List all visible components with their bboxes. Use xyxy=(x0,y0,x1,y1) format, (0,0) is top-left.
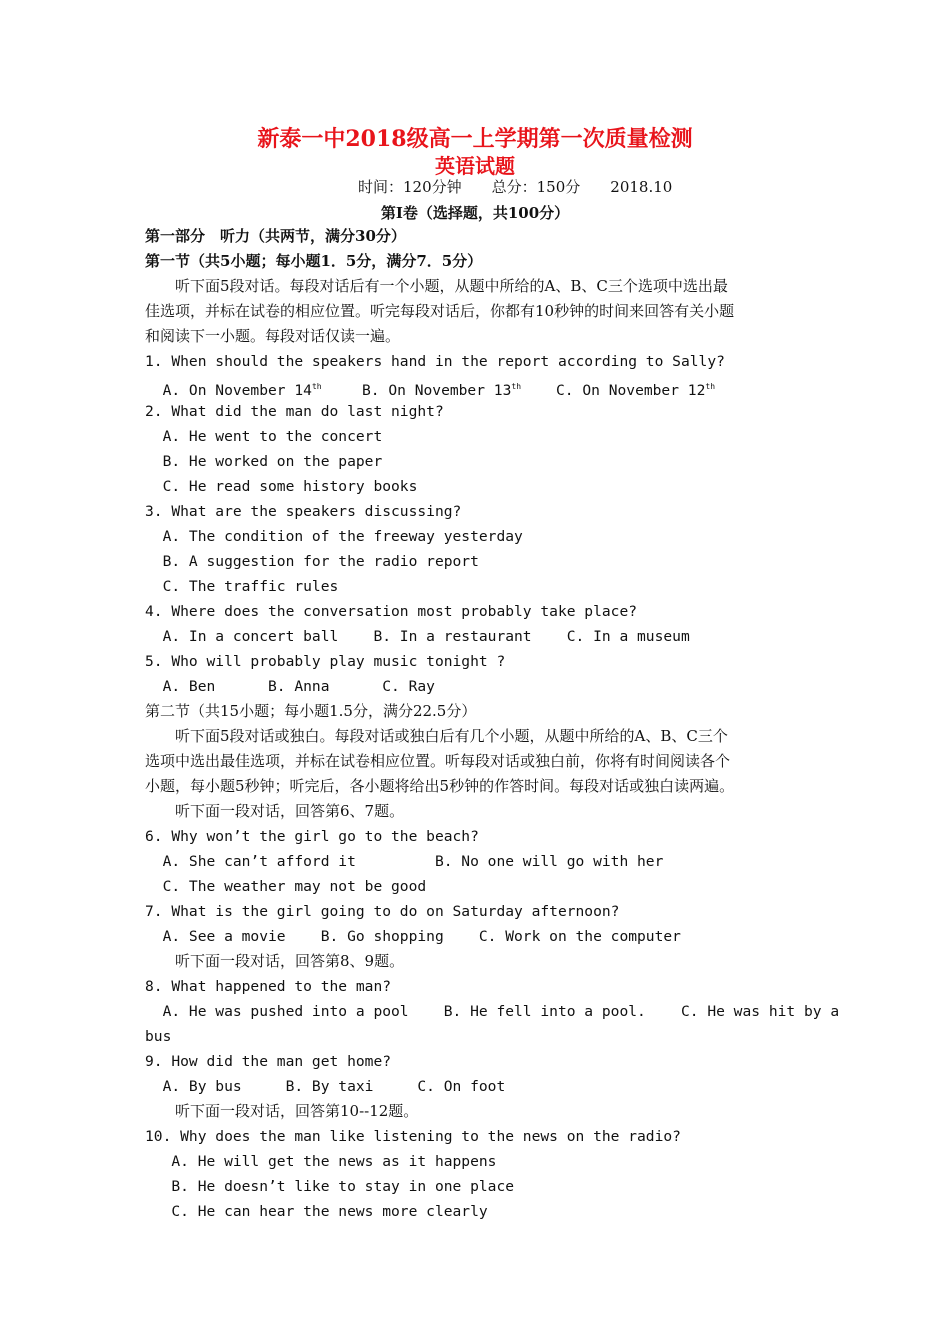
exam-time: 时间：120分钟 xyxy=(358,178,462,196)
section2-instruction-line: 听下面5段对话或独白。每段对话或独白后有几个小题，从题中所给的A、B、C三个 xyxy=(145,727,728,745)
q3-option-c: C. The traffic rules xyxy=(145,578,339,595)
q1-option-a: A. On November 14th xyxy=(145,382,322,399)
q8-options-wrap: bus xyxy=(145,1028,172,1045)
section2-instruction-line: 选项中选出最佳选项，并标在试卷相应位置。听每段对话或独白前，你将有时间阅读各个 xyxy=(145,752,731,770)
exam-meta xyxy=(358,176,702,197)
q5-stem: 5. Who will probably play music tonight ? xyxy=(145,653,506,670)
q2-option-b: B. He worked on the paper xyxy=(145,453,383,470)
q9-stem: 9. How did the man get home? xyxy=(145,1053,392,1070)
section2-instruction-line: 小题，每小题5秒钟；听完后，各小题将给出5秒钟的作答时间。每段对话或独白读两遍。 xyxy=(145,777,735,795)
q6-option-c: C. The weather may not be good xyxy=(145,878,427,895)
exam-date: 2018.10 xyxy=(610,178,673,196)
q10-option-b: B. He doesn’t like to stay in one place xyxy=(145,1178,515,1195)
q10-stem: 10. Why does the man like listening to the news on the radio? xyxy=(145,1128,681,1145)
q1-option-c: C. On November 12th xyxy=(556,382,716,399)
q6-stem: 6. Why won’t the girl go to the beach? xyxy=(145,828,479,845)
q4-options: A. In a concert ball B. In a restaurant C. In a museum xyxy=(145,628,690,645)
q2-stem: 2. What did the man do last night? xyxy=(145,403,444,420)
section1-instruction-line: 和阅读下一小题。每段对话仅读一遍。 xyxy=(145,327,401,345)
listen-instruction: 听下面一段对话，回答第6、7题。 xyxy=(145,802,405,820)
q9-options: A. By bus B. By taxi C. On foot xyxy=(145,1078,506,1095)
q7-options: A. See a movie B. Go shopping C. Work on the computer xyxy=(145,928,681,945)
section1-title: 第一节（共5小题；每小题1．5分，满分7．5分） xyxy=(145,252,483,270)
q8-options: A. He was pushed into a pool B. He fell into a pool. C. He was hit by a xyxy=(145,1003,840,1020)
q2-option-c: C. He read some history books xyxy=(145,478,418,495)
q6-options-ab: A. She can’t afford it B. No one will go with her xyxy=(145,853,664,870)
q10-option-c: C. He can hear the news more clearly xyxy=(145,1203,488,1220)
section2-title: 第二节（共15小题；每小题1.5分，满分22.5分） xyxy=(145,702,477,720)
q3-stem: 3. What are the speakers discussing? xyxy=(145,503,462,520)
part1-title: 第一部分 听力（共两节，满分30分） xyxy=(145,227,406,245)
section1-instruction-line: 听下面5段对话。每段对话后有一个小题，从题中所给的A、B、C三个选项中选出最 xyxy=(145,277,728,295)
listen-instruction: 听下面一段对话，回答第10--12题。 xyxy=(145,1102,419,1120)
section1-instruction-line: 佳选项，并标在试卷的相应位置。听完每段对话后，你都有10秒钟的时间来回答有关小题 xyxy=(145,302,735,320)
q3-option-b: B. A suggestion for the radio report xyxy=(145,553,479,570)
exam-subtitle: 英语试题 xyxy=(435,154,515,178)
q2-option-a: A. He went to the concert xyxy=(145,428,383,445)
q8-stem: 8. What happened to the man? xyxy=(145,978,392,995)
q10-option-a: A. He will get the news as it happens xyxy=(145,1153,497,1170)
exam-score: 总分：150分 xyxy=(491,178,581,196)
q7-stem: 7. What is the girl going to do on Saturday afternoon? xyxy=(145,903,620,920)
exam-title: 新泰一中2018级高一上学期第一次质量检测 xyxy=(257,126,693,152)
q5-options: A. Ben B. Anna C. Ray xyxy=(145,678,435,695)
q4-stem: 4. Where does the conversation most probably take place? xyxy=(145,603,638,620)
q3-option-a: A. The condition of the freeway yesterday xyxy=(145,528,523,545)
volume-title: 第Ⅰ卷（选择题，共100分） xyxy=(380,204,570,222)
listen-instruction: 听下面一段对话，回答第8、9题。 xyxy=(145,952,405,970)
q1-stem: 1. When should the speakers hand in the report according to Sally? xyxy=(145,353,725,370)
q1-option-b: B. On November 13th xyxy=(362,382,522,399)
